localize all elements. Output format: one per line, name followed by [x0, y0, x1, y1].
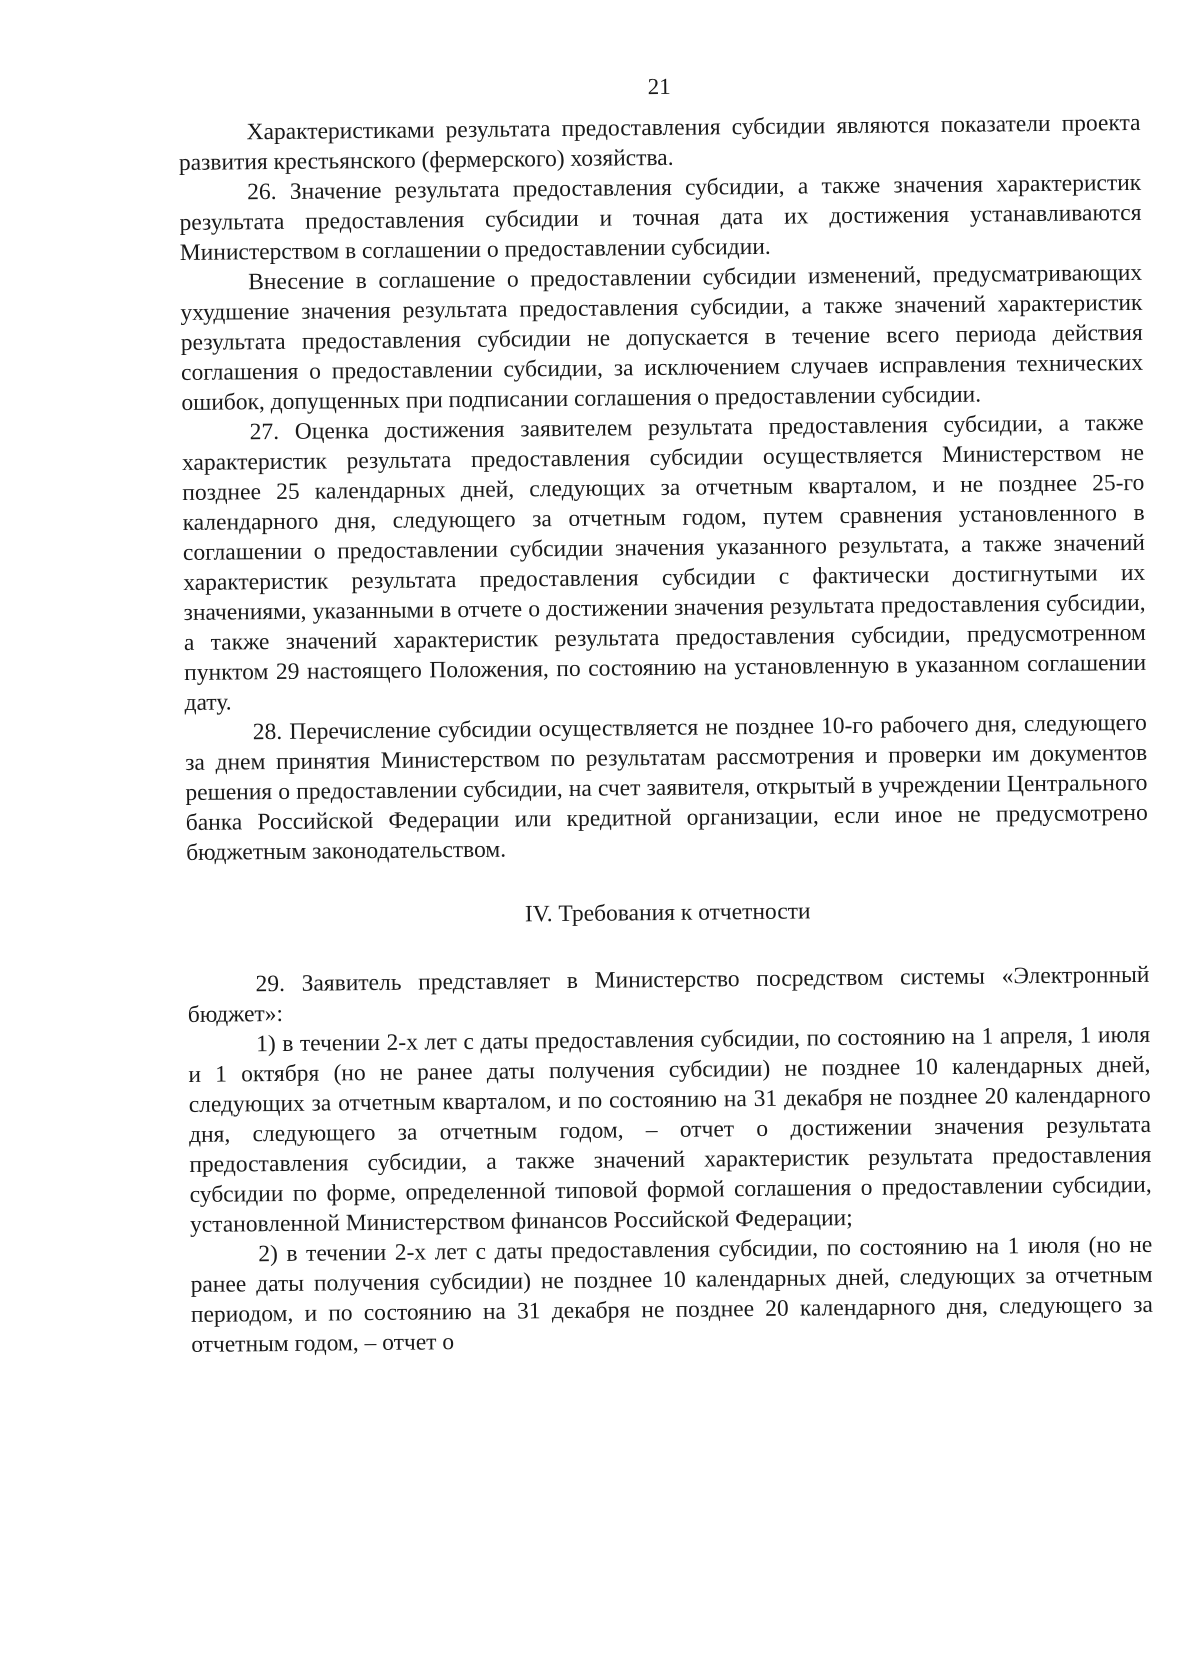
paragraph-29-item-2: 2) в течении 2-х лет с даты предоставления субсидии, по состоянию на 1 июля (но не ранее даты получения субсидии) не позднее 10 календарных дней, следующих за отчетным периодом, и по состоянию на 31 декабря не позднее 20 календарного дня, следующего за отчетным годом, – отчет о — [190, 1231, 1154, 1358]
paragraph-28: 28. Перечисление субсидии осуществляется не позднее 10-го рабочего дня, следующего за днем принятия Министерством по результатам рассмотрения и проверки им документов решения о предоставлении субсидии, на счет заявителя, открытый в учреждении Центрального банка Российской Федерации или кредитной организации, если иное не предусмотрено бюджетным законодательством. — [185, 709, 1148, 866]
paragraph-26: 26. Значение результата предоставления субсидии, а также значения характеристик результата предоставления субсидии и точная дата их достижения устанавливаются Министерством в соглашении о предоставлении субсидии. — [179, 169, 1142, 266]
page-number: 21 — [647, 73, 671, 100]
paragraph-characteristics: Характеристиками результата предоставления субсидии являются показатели проекта развития крестьянского (фермерского) хозяйства. — [178, 109, 1141, 176]
paragraph-29: 29. Заявитель представляет в Министерство посредством системы «Электронный бюджет»: — [187, 961, 1150, 1028]
paragraph-29-item-1: 1) в течении 2-х лет с даты предоставления субсидии, по состоянию на 1 апреля, 1 июля и 1 октября (но не ранее даты получения субсидии) не позднее 10 календарных дней, следующих за отчетным кварталом, и по состоянию на 31 декабря не позднее 20 календарного дня, следующего за отчетным годом, – отчет о достижении значения результата предоставления субсидии, а также значений характеристик результата предоставления субсидии по форме, определенной типовой формой соглашения о предоставлении субсидии, установленной Министерством финансов Российской Федерации; — [188, 1021, 1152, 1238]
paragraph-amendments: Внесение в соглашение о предоставлении субсидии изменений, предусматривающих ухудшение значения результата предоставления субсидии, а также значений характеристик результата предоставления субсидии не допускается в течение всего периода действия соглашения о предоставлении субсидии, за исключением случаев исправления технических ошибок, допущенных при подписании соглашения о предоставлении субсидии. — [180, 259, 1144, 416]
section-title: IV. Требования к отчетности — [524, 898, 811, 928]
paragraph-27: 27. Оценка достижения заявителем результата предоставления субсидии, а также характеристик результата предоставления субсидии осуществляется Министерством не позднее 25 календарных дней, следующих за отчетным кварталом, и не позднее 25-го календарного дня, следующего за отчетным годом, путем сравнения установленного в соглашении о предоставлении субсидии значения указанного результата, а также значений характеристик результата предоставления субсидии с фактически достигнутыми их значениями, указанными в отчете о достижении значения результата предоставления субсидии, а также значений характеристик результата предоставления субсидии, предусмотренном пунктом 29 настоящего Положения, по состоянию на установленную в указанном соглашении дату. — [181, 409, 1147, 716]
document-page — [178, 68, 1153, 1360]
